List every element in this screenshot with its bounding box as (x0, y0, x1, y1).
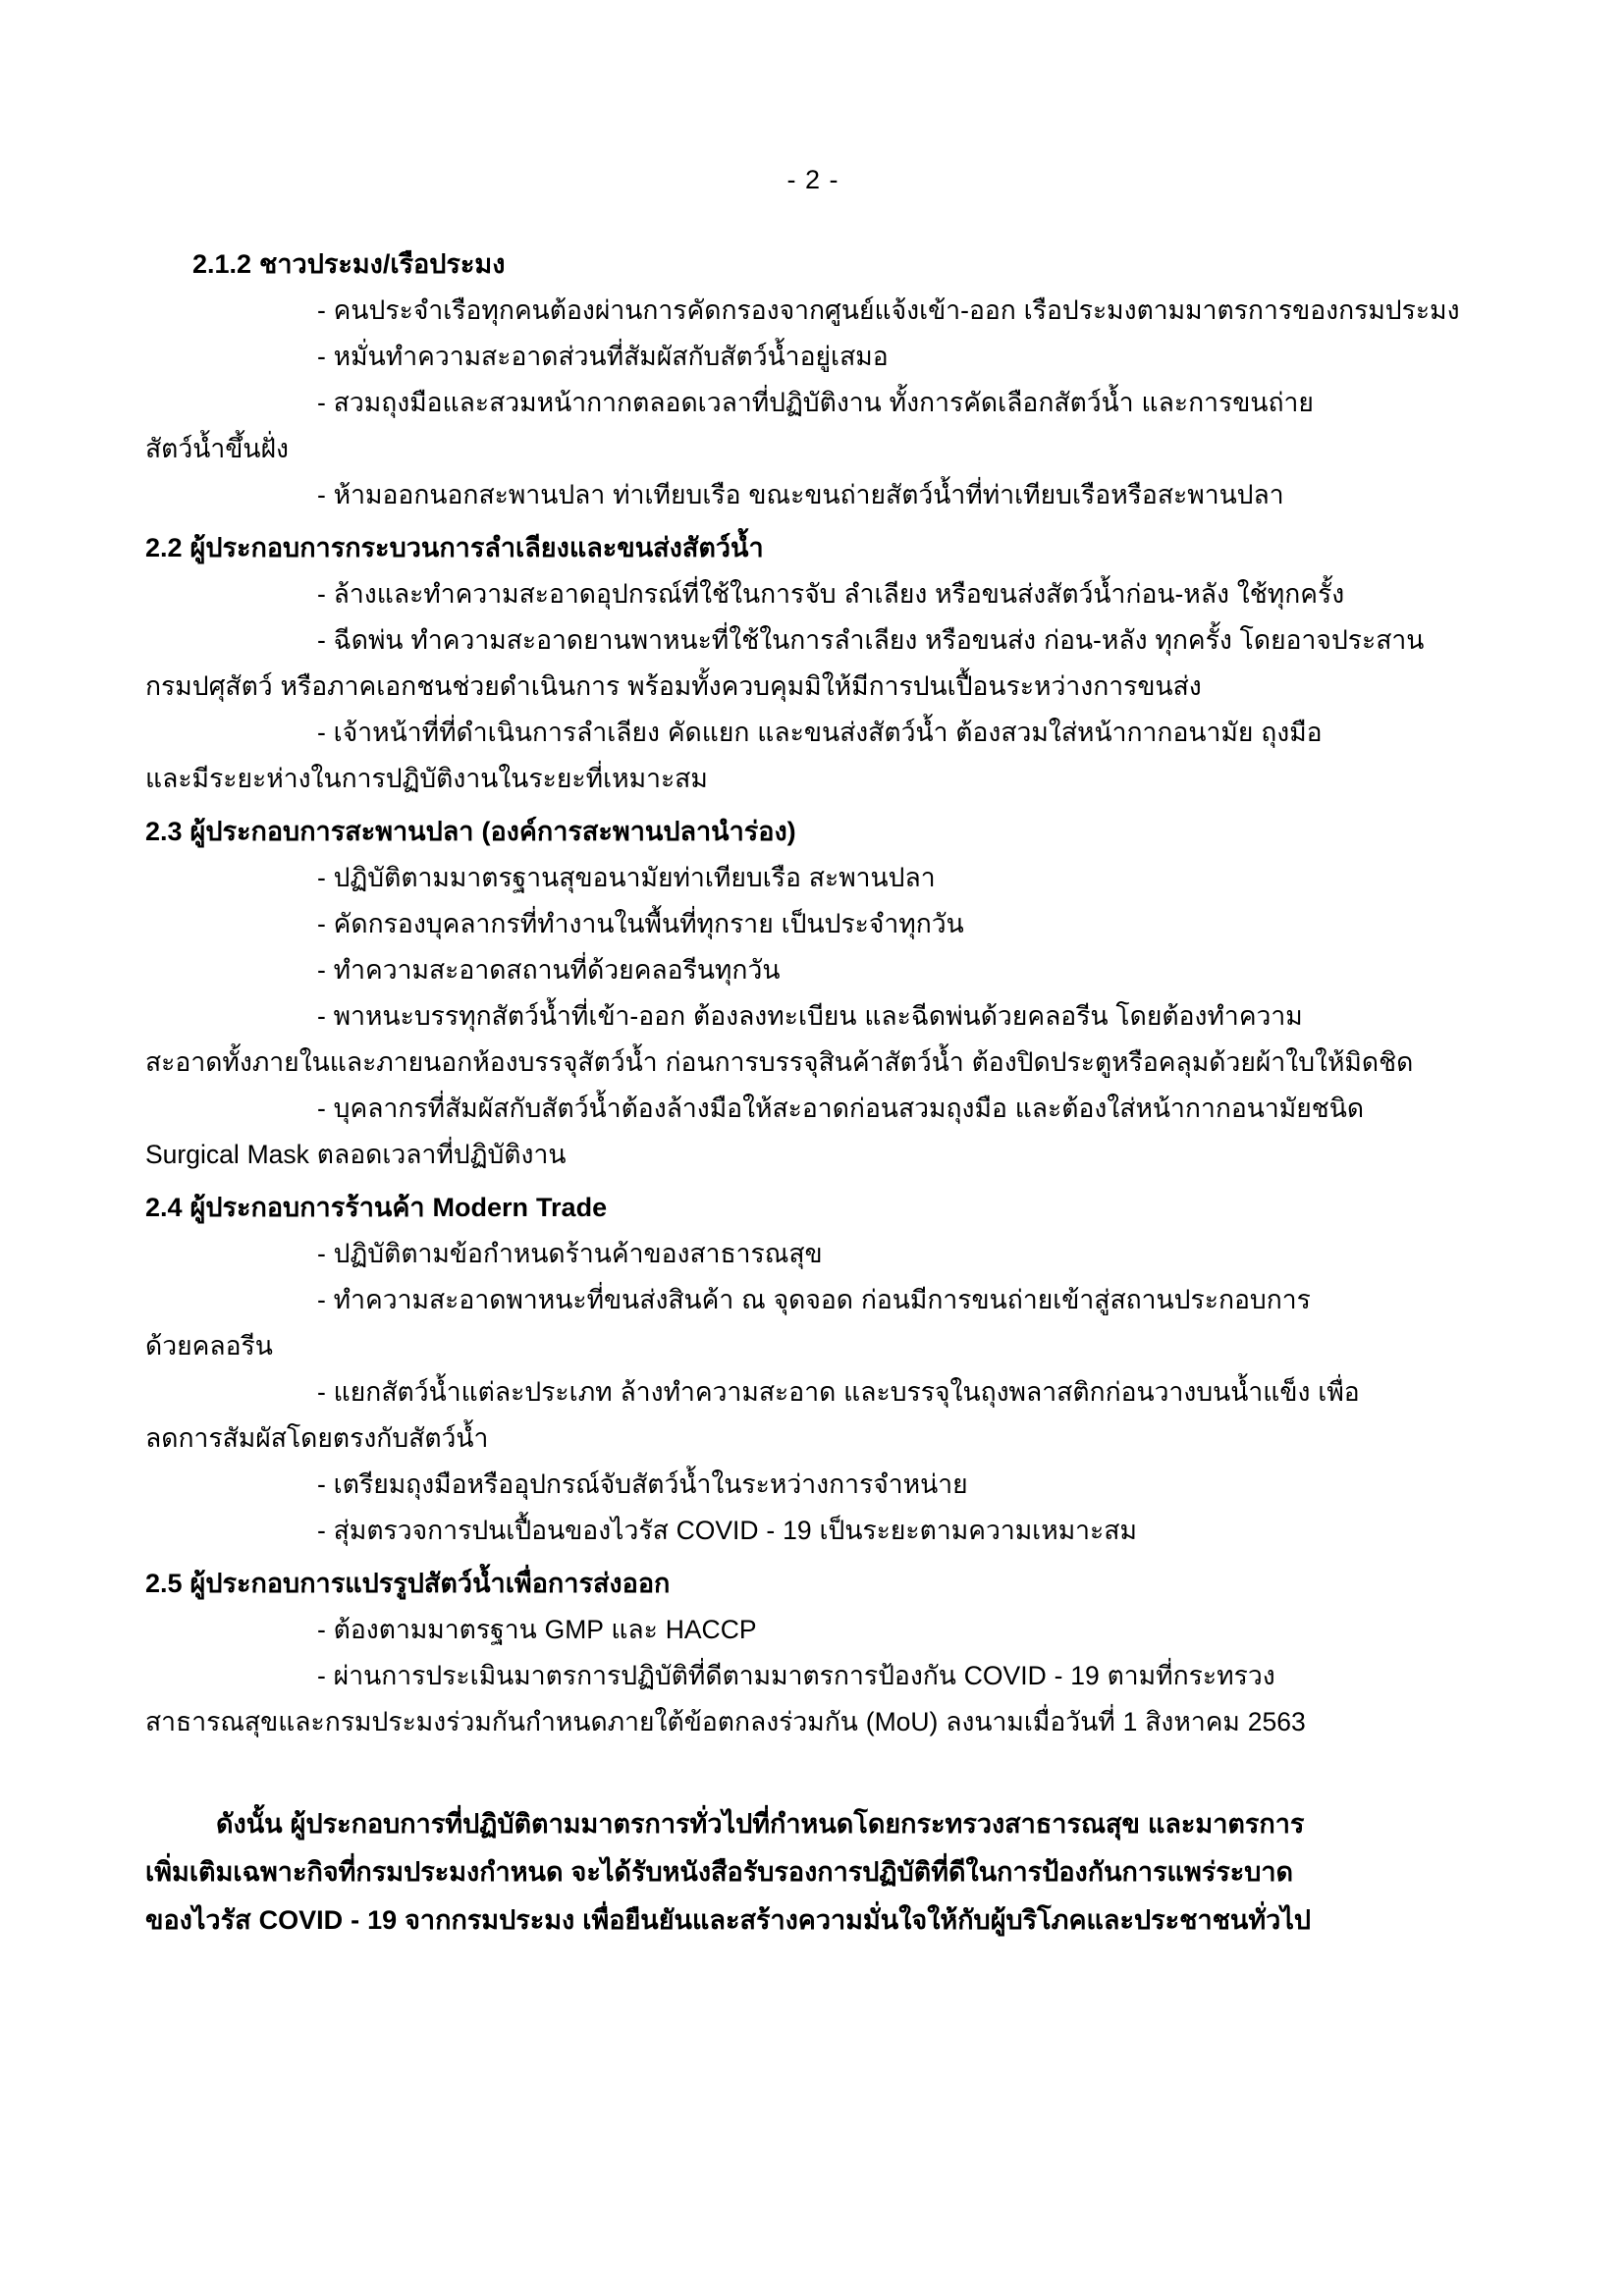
bullet-2-2-3-cont: และมีระยะห่างในการปฏิบัติงานในระยะที่เหมาะสม (145, 764, 708, 793)
closing-paragraph-line-3: ของไวรัส COVID - 19 จากกรมประมง เพื่อยืนยันและสร้างความมั่นใจให้กับผู้บริโภคและประชาชนทั่วไป (145, 1905, 1312, 1935)
bullet-2-1-2-4: - ห้ามออกนอกสะพานปลา ท่าเทียบเรือ ขณะขนถ่ายสัตว์น้ำที่ท่าเทียบเรือหรือสะพานปลา (317, 480, 1284, 509)
section-heading-2-2: 2.2 ผู้ประกอบการกระบวนการลำเลียงและขนส่งสัตว์น้ำ (145, 533, 764, 562)
bullet-2-3-2: - คัดกรองบุคลากรที่ทำงานในพื้นที่ทุกราย เป็นประจำทุกวัน (317, 909, 964, 938)
bullet-2-1-2-3-cont: สัตว์น้ำขึ้นฝั่ง (145, 434, 289, 463)
bullet-2-1-2-2: - หมั่นทำความสะอาดส่วนที่สัมผัสกับสัตว์น้ำอยู่เสมอ (317, 342, 889, 371)
bullet-2-4-5: - สุ่มตรวจการปนเปื้อนของไวรัส COVID - 19 เป็นระยะตามความเหมาะสม (317, 1516, 1137, 1545)
closing-paragraph-line-2: เพิ่มเติมเฉพาะกิจที่กรมประมงกำหนด จะได้รับหนังสือรับรองการปฏิบัติที่ดีในการป้องกันการแพร่ระบาด (145, 1857, 1294, 1887)
bullet-2-5-1: - ต้องตามมาตรฐาน GMP และ HACCP (317, 1615, 757, 1644)
bullet-2-3-4-cont: สะอาดทั้งภายในและภายนอกห้องบรรจุสัตว์น้ำ ก่อนการบรรจุสินค้าสัตว์น้ำ ต้องปิดประตูหรือคลุมด้วยผ้าใบให้มิดชิด (145, 1047, 1414, 1077)
section-heading-2-4: 2.4 ผู้ประกอบการร้านค้า Modern Trade (145, 1193, 608, 1222)
section-heading-2-3: 2.3 ผู้ประกอบการสะพานปลา (องค์การสะพานปลานำร่อง) (145, 817, 796, 846)
bullet-2-4-3-cont: ลดการสัมผัสโดยตรงกับสัตว์น้ำ (145, 1423, 489, 1453)
bullet-2-2-3: - เจ้าหน้าที่ที่ดำเนินการลำเลียง คัดแยก และขนส่งสัตว์น้ำ ต้องสวมใส่หน้ากากอนามัย ถุงมือ (317, 718, 1323, 747)
bullet-2-4-2: - ทำความสะอาดพาหนะที่ขนส่งสินค้า ณ จุดจอด ก่อนมีการขนถ่ายเข้าสู่สถานประกอบการ (317, 1285, 1311, 1314)
bullet-2-5-2-cont: สาธารณสุขและกรมประมงร่วมกันกำหนดภายใต้ข้อตกลงร่วมกัน (MoU) ลงนามเมื่อวันที่ 1 สิงหาคม 2563 (145, 1707, 1306, 1736)
bullet-2-5-2: - ผ่านการประเมินมาตรการปฏิบัติที่ดีตามมาตรการป้องกัน COVID - 19 ตามที่กระทรวง (317, 1661, 1275, 1690)
bullet-2-1-2-1: - คนประจำเรือทุกคนต้องผ่านการคัดกรองจากศูนย์แจ้งเข้า-ออก เรือประมงตามมาตรการของกรมประมง (317, 295, 1460, 325)
bullet-2-4-1: - ปฏิบัติตามข้อกำหนดร้านค้าของสาธารณสุข (317, 1239, 823, 1268)
bullet-2-4-2-cont: ด้วยคลอรีน (145, 1331, 273, 1361)
bullet-2-2-1: - ล้างและทำความสะอาดอุปกรณ์ที่ใช้ในการจับ ลำเลียง หรือขนส่งสัตว์น้ำก่อน-หลัง ใช้ทุกครั้ง (317, 579, 1345, 609)
bullet-2-3-5: - บุคลากรที่สัมผัสกับสัตว์น้ำต้องล้างมือให้สะอาดก่อนสวมถุงมือ และต้องใส่หน้ากากอนามัยชนิด (317, 1094, 1365, 1123)
bullet-2-4-4: - เตรียมถุงมือหรืออุปกรณ์จับสัตว์น้ำในระหว่างการจำหน่าย (317, 1469, 968, 1499)
closing-paragraph-line-1: ดังนั้น ผู้ประกอบการที่ปฏิบัติตามมาตรการทั่วไปที่กำหนดโดยกระทรวงสาธารณสุข และมาตรการ (216, 1809, 1305, 1839)
bullet-2-2-2-cont: กรมปศุสัตว์ หรือภาคเอกชนช่วยดำเนินการ พร้อมทั้งควบคุมมิให้มีการปนเปื้อนระหว่างการขนส่ง (145, 671, 1202, 701)
section-heading-2-1-2: 2.1.2 ชาวประมง/เรือประมง (192, 249, 506, 279)
document-body (145, 241, 1481, 1945)
page-number: - 2 - (786, 165, 839, 194)
bullet-2-3-5-cont: Surgical Mask ตลอดเวลาที่ปฏิบัติงาน (145, 1140, 567, 1169)
bullet-2-3-1: - ปฏิบัติตามมาตรฐานสุขอนามัยท่าเทียบเรือ สะพานปลา (317, 863, 936, 892)
bullet-2-3-3: - ทำความสะอาดสถานที่ด้วยคลอรีนทุกวัน (317, 955, 781, 985)
bullet-2-1-2-3: - สวมถุงมือและสวมหน้ากากตลอดเวลาที่ปฏิบัติงาน ทั้งการคัดเลือกสัตว์น้ำ และการขนถ่าย (317, 388, 1314, 417)
bullet-2-3-4: - พาหนะบรรทุกสัตว์น้ำที่เข้า-ออก ต้องลงทะเบียน และฉีดพ่นด้วยคลอรีน โดยต้องทำความ (317, 1001, 1303, 1031)
bullet-2-2-2: - ฉีดพ่น ทำความสะอาดยานพาหนะที่ใช้ในการลำเลียง หรือขนส่ง ก่อน-หลัง ทุกครั้ง โดยอาจประสาน (317, 625, 1425, 655)
bullet-2-4-3: - แยกสัตว์น้ำแต่ละประเภท ล้างทำความสะอาด และบรรจุในถุงพลาสติกก่อนวางบนน้ำแข็ง เพื่อ (317, 1377, 1360, 1407)
section-heading-2-5: 2.5 ผู้ประกอบการแปรรูปสัตว์น้ำเพื่อการส่งออก (145, 1569, 671, 1598)
